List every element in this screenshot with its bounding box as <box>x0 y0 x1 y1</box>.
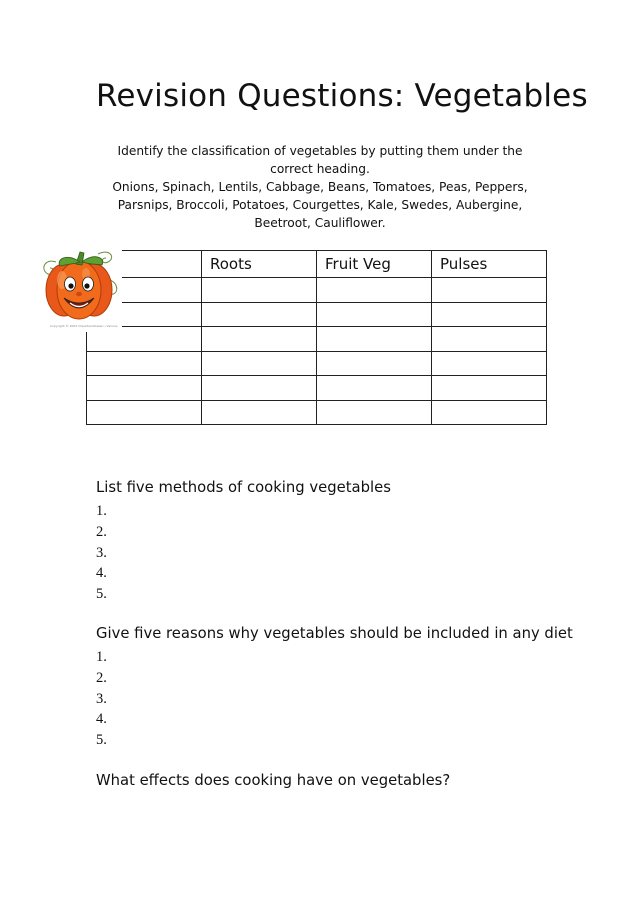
table-cell[interactable] <box>317 400 432 425</box>
table-cell[interactable] <box>317 327 432 352</box>
table-cell[interactable] <box>317 278 432 303</box>
table-cell[interactable] <box>87 351 202 376</box>
table-cell[interactable] <box>432 400 547 425</box>
table-cell[interactable] <box>202 400 317 425</box>
instruction-text: Identify the classification of vegetables by putting them under the correct heading. <box>117 144 523 176</box>
table-row <box>87 278 547 303</box>
page-title: Revision Questions: Vegetables <box>96 78 588 114</box>
classification-table <box>86 250 547 425</box>
header-fruit-veg: Fruit Veg <box>317 251 432 278</box>
header-pulses: Pulses <box>432 251 547 278</box>
table-cell[interactable] <box>202 302 317 327</box>
table-cell[interactable] <box>432 351 547 376</box>
list-item: 2. <box>96 523 107 540</box>
table-cell[interactable] <box>202 278 317 303</box>
table-row <box>87 327 547 352</box>
cooking-methods-question: List five methods of cooking vegetables <box>96 479 391 496</box>
table-row <box>87 351 547 376</box>
list-item: 3. <box>96 690 107 707</box>
list-item: 1. <box>96 503 107 519</box>
table-cell[interactable] <box>432 327 547 352</box>
reasons-question: Give five reasons why vegetables should be included in any diet <box>96 625 573 642</box>
list-item: 4. <box>96 565 107 582</box>
table-cell[interactable] <box>202 376 317 401</box>
table-cell[interactable] <box>87 376 202 401</box>
list-item: 5. <box>96 732 107 749</box>
list-item: 4. <box>96 711 107 728</box>
effects-question: What effects does cooking have on vegetables? <box>96 772 451 789</box>
table-header-row <box>87 251 547 278</box>
table-cell[interactable] <box>87 400 202 425</box>
pumpkin-icon <box>36 240 122 324</box>
header-roots: Roots <box>202 251 317 278</box>
cooking-methods-list <box>96 501 107 605</box>
table-cell[interactable] <box>202 351 317 376</box>
instructions <box>105 142 535 232</box>
pumpkin-image <box>36 240 122 332</box>
table-cell[interactable] <box>432 302 547 327</box>
list-item: 5. <box>96 586 107 603</box>
reasons-list <box>96 647 107 751</box>
table-row <box>87 400 547 425</box>
table-cell[interactable] <box>317 376 432 401</box>
list-item: 1. <box>96 649 107 665</box>
pumpkin-copyright: Copyright © 2003 Clipartandclassic / Various <box>50 324 118 328</box>
table-cell[interactable] <box>432 376 547 401</box>
list-item: 3. <box>96 544 107 561</box>
table-cell[interactable] <box>317 351 432 376</box>
vegetable-list: Onions, Spinach, Lentils, Cabbage, Beans, Tomatoes, Peas, Peppers, Parsnips, Broccoli, Potatoes, Courgettes, Kale, Swedes, Aubergine, Beetroot, Cauliflower. <box>112 180 528 230</box>
table-row <box>87 376 547 401</box>
table-cell[interactable] <box>432 278 547 303</box>
table-cell[interactable] <box>202 327 317 352</box>
list-item: 2. <box>96 669 107 686</box>
table-cell[interactable] <box>317 302 432 327</box>
table-row <box>87 302 547 327</box>
